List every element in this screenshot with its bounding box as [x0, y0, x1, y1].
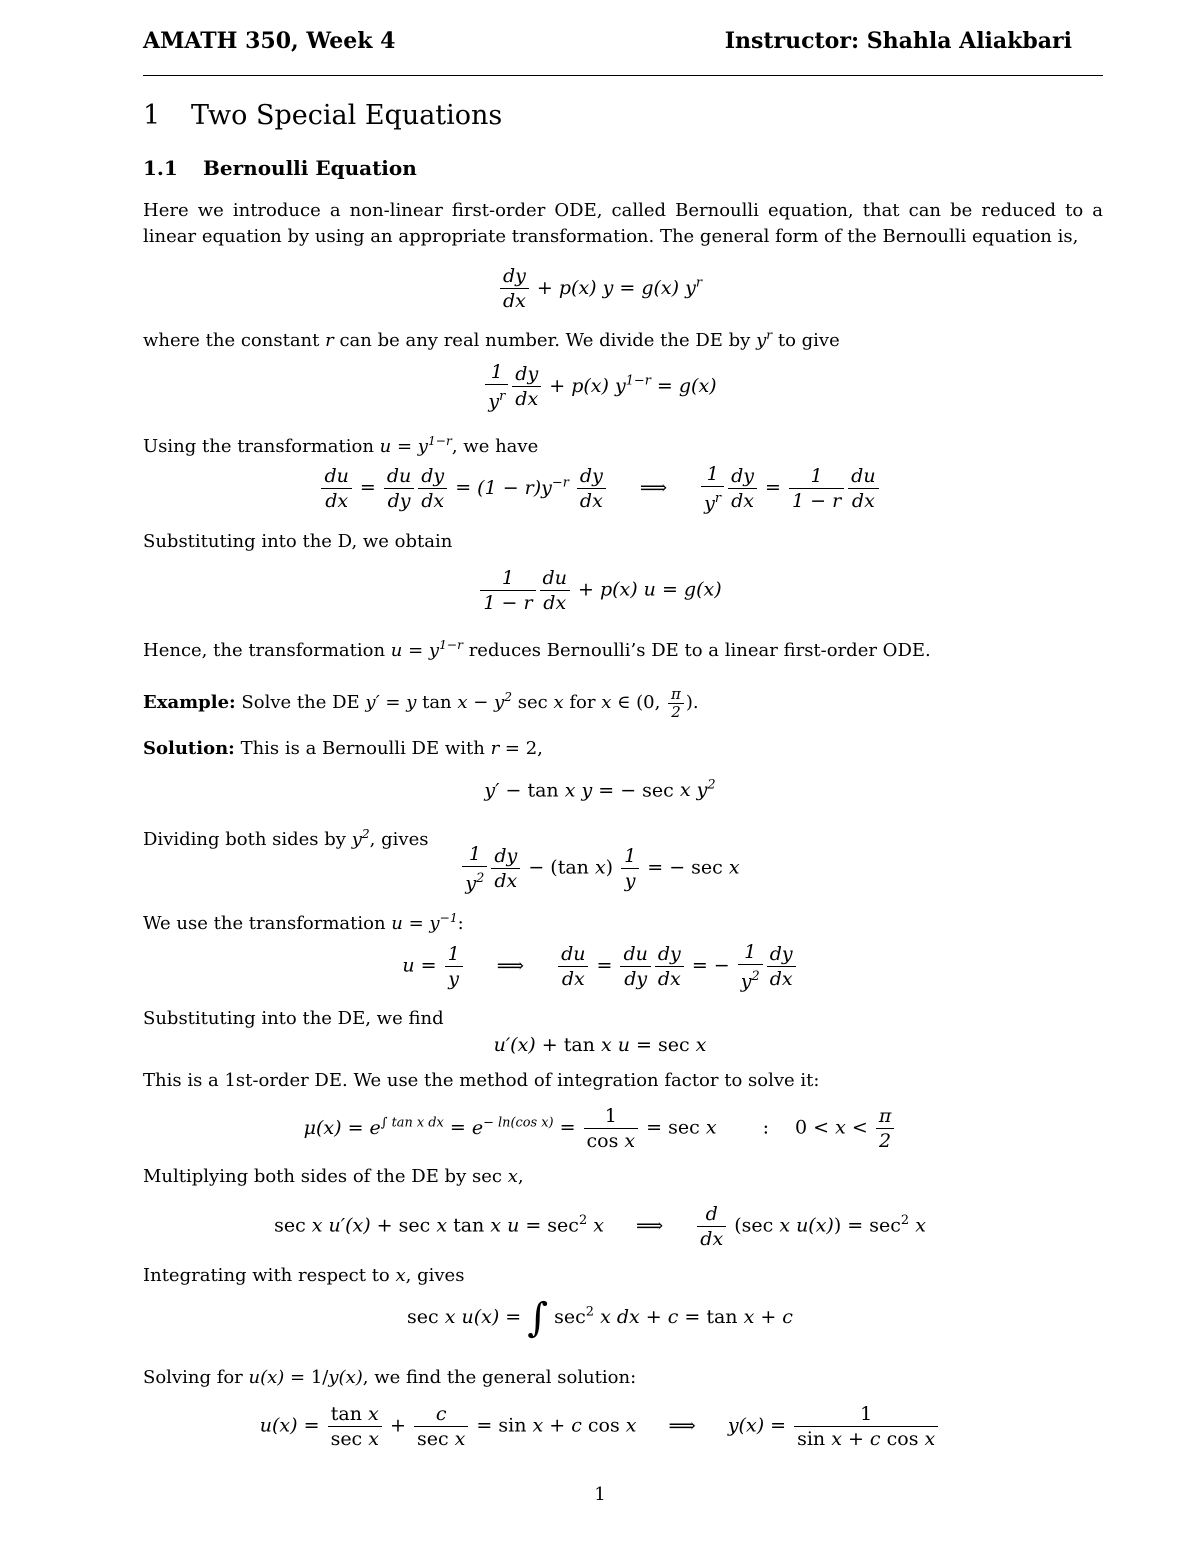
dividing-paragraph: Dividing both sides by $y^2$, gives: [143, 827, 429, 850]
equation-integration-factor: $\mu(x) = e^{\int tan x dx} = e^{- ln(cos x)}$ = $\frac{1}{\text{cos x}}$ = sec x : 0 < x < $\frac{\pi}{2}$: [0, 1104, 1200, 1153]
example-paragraph: Example: Solve the DE y′ = y $\tan x - y^2$ sec x for x ∈ (0, $\frac{\pi}{2}$ ).: [143, 684, 699, 721]
equation-integral: sec x u(x) = ∫ $\sec^2 x$ dx + c = tan x + c: [407, 1295, 793, 1341]
section-title: Two Special Equations: [191, 100, 503, 131]
integration-factor-paragraph: This is a 1st-order DE. We use the method of integration factor to solve it:: [143, 1070, 820, 1091]
equation-general-solution: u(x) = $\frac{\text{tan x}}{\text{sec x}}$ + $\frac{c}{\text{sec x}}$ = sin x + c cos x ⟹ y(x) = $\frac{1}{\text{sin x + c cos x}}$: [0, 1402, 1200, 1451]
transformation-intro: Using the transformation $u = y^{1-r}$, we have: [143, 434, 539, 457]
page-number: 1: [594, 1484, 606, 1505]
equation-chain-rule: $\frac{du}{dx}$ = $\frac{du}{dy}$ $\frac{dy}{dx}$ = $(1 - r)y^{-r}$ $\frac{dy}{dx}$ ⟹ $\frac{1}{y^r}$ $\frac{dy}{dx}$ = $\frac{1}{1 - r}$ $\frac{du}{dx}$: [0, 462, 1200, 515]
subsection-heading: [143, 156, 417, 180]
header-rule: [143, 75, 1103, 76]
header-course: AMATH 350, Week 4: [143, 28, 396, 54]
intro-paragraph: Here we introduce a non-linear first-order ODE, called Bernoulli equation, that can be reduced to a linear equation by using an appropriate transformation. The general form of the Bernoulli equation is,: [143, 200, 1103, 247]
section-number: 1: [143, 100, 161, 131]
equation-linear-u: u′(x) + tan x u = sec x: [493, 1034, 707, 1056]
subsection-title: Bernoulli Equation: [203, 156, 417, 180]
substituting-paragraph: Substituting into the D, we obtain: [143, 531, 453, 552]
equation-product-rule: sec x u′(x) + sec x tan x $u = \sec^2 x$ ⟹ $\frac{d}{dx}$ (sec x $u(x)) = \sec^2 x$: [274, 1203, 926, 1250]
equation-divided: $\frac{1}{y^r}$ $\frac{dy}{dx}$ + p(x) $y^{1-r} = g(x)$: [0, 360, 1200, 413]
subsection-number: 1.1: [143, 156, 178, 180]
hence-paragraph: Hence, the transformation $u = y^{1-r}$ reduces Bernoulli’s DE to a linear first-order ODE.: [143, 638, 931, 661]
equation-r2: y′ − tan x y = − sec x $y^2$: [484, 778, 716, 802]
substituting-de-paragraph: Substituting into the DE, we find: [143, 1008, 444, 1029]
transformation-paragraph: We use the transformation $u = y^{-1}$:: [143, 911, 464, 934]
equation-linear-form: $\frac{1}{1 - r}$ $\frac{du}{dx}$ + p(x) u = g(x): [0, 566, 1200, 615]
constant-paragraph: where the constant r can be any real number. We divide the DE by $y^r$ to give: [143, 328, 840, 351]
section-heading: [143, 100, 502, 131]
equation-divided-y2: $\frac{1}{y^2}$ $\frac{dy}{dx}$ − (tan x) $\frac{1}{y}$ = − sec x: [0, 842, 1200, 895]
integrating-paragraph: Integrating with respect to x, gives: [143, 1265, 465, 1286]
solution-paragraph: Solution: This is a Bernoulli DE with r = 2,: [143, 738, 543, 759]
equation-u-derivative: u = $\frac{1}{y}$ ⟹ $\frac{du}{dx}$ = $\frac{du}{dy}$ $\frac{dy}{dx}$ = − $\frac{1}{y^2}$ $\frac{dy}{dx}$: [0, 940, 1200, 993]
multiplying-paragraph: Multiplying both sides of the DE by sec x,: [143, 1166, 524, 1187]
solving-paragraph: Solving for u(x) = 1/y(x), we find the general solution:: [143, 1367, 637, 1388]
header-instructor: Instructor: Shahla Aliakbari: [724, 28, 1072, 54]
equation-general-form: $\frac{dy}{dx}$ + p(x) y = g(x) $y^r$: [0, 264, 1200, 313]
